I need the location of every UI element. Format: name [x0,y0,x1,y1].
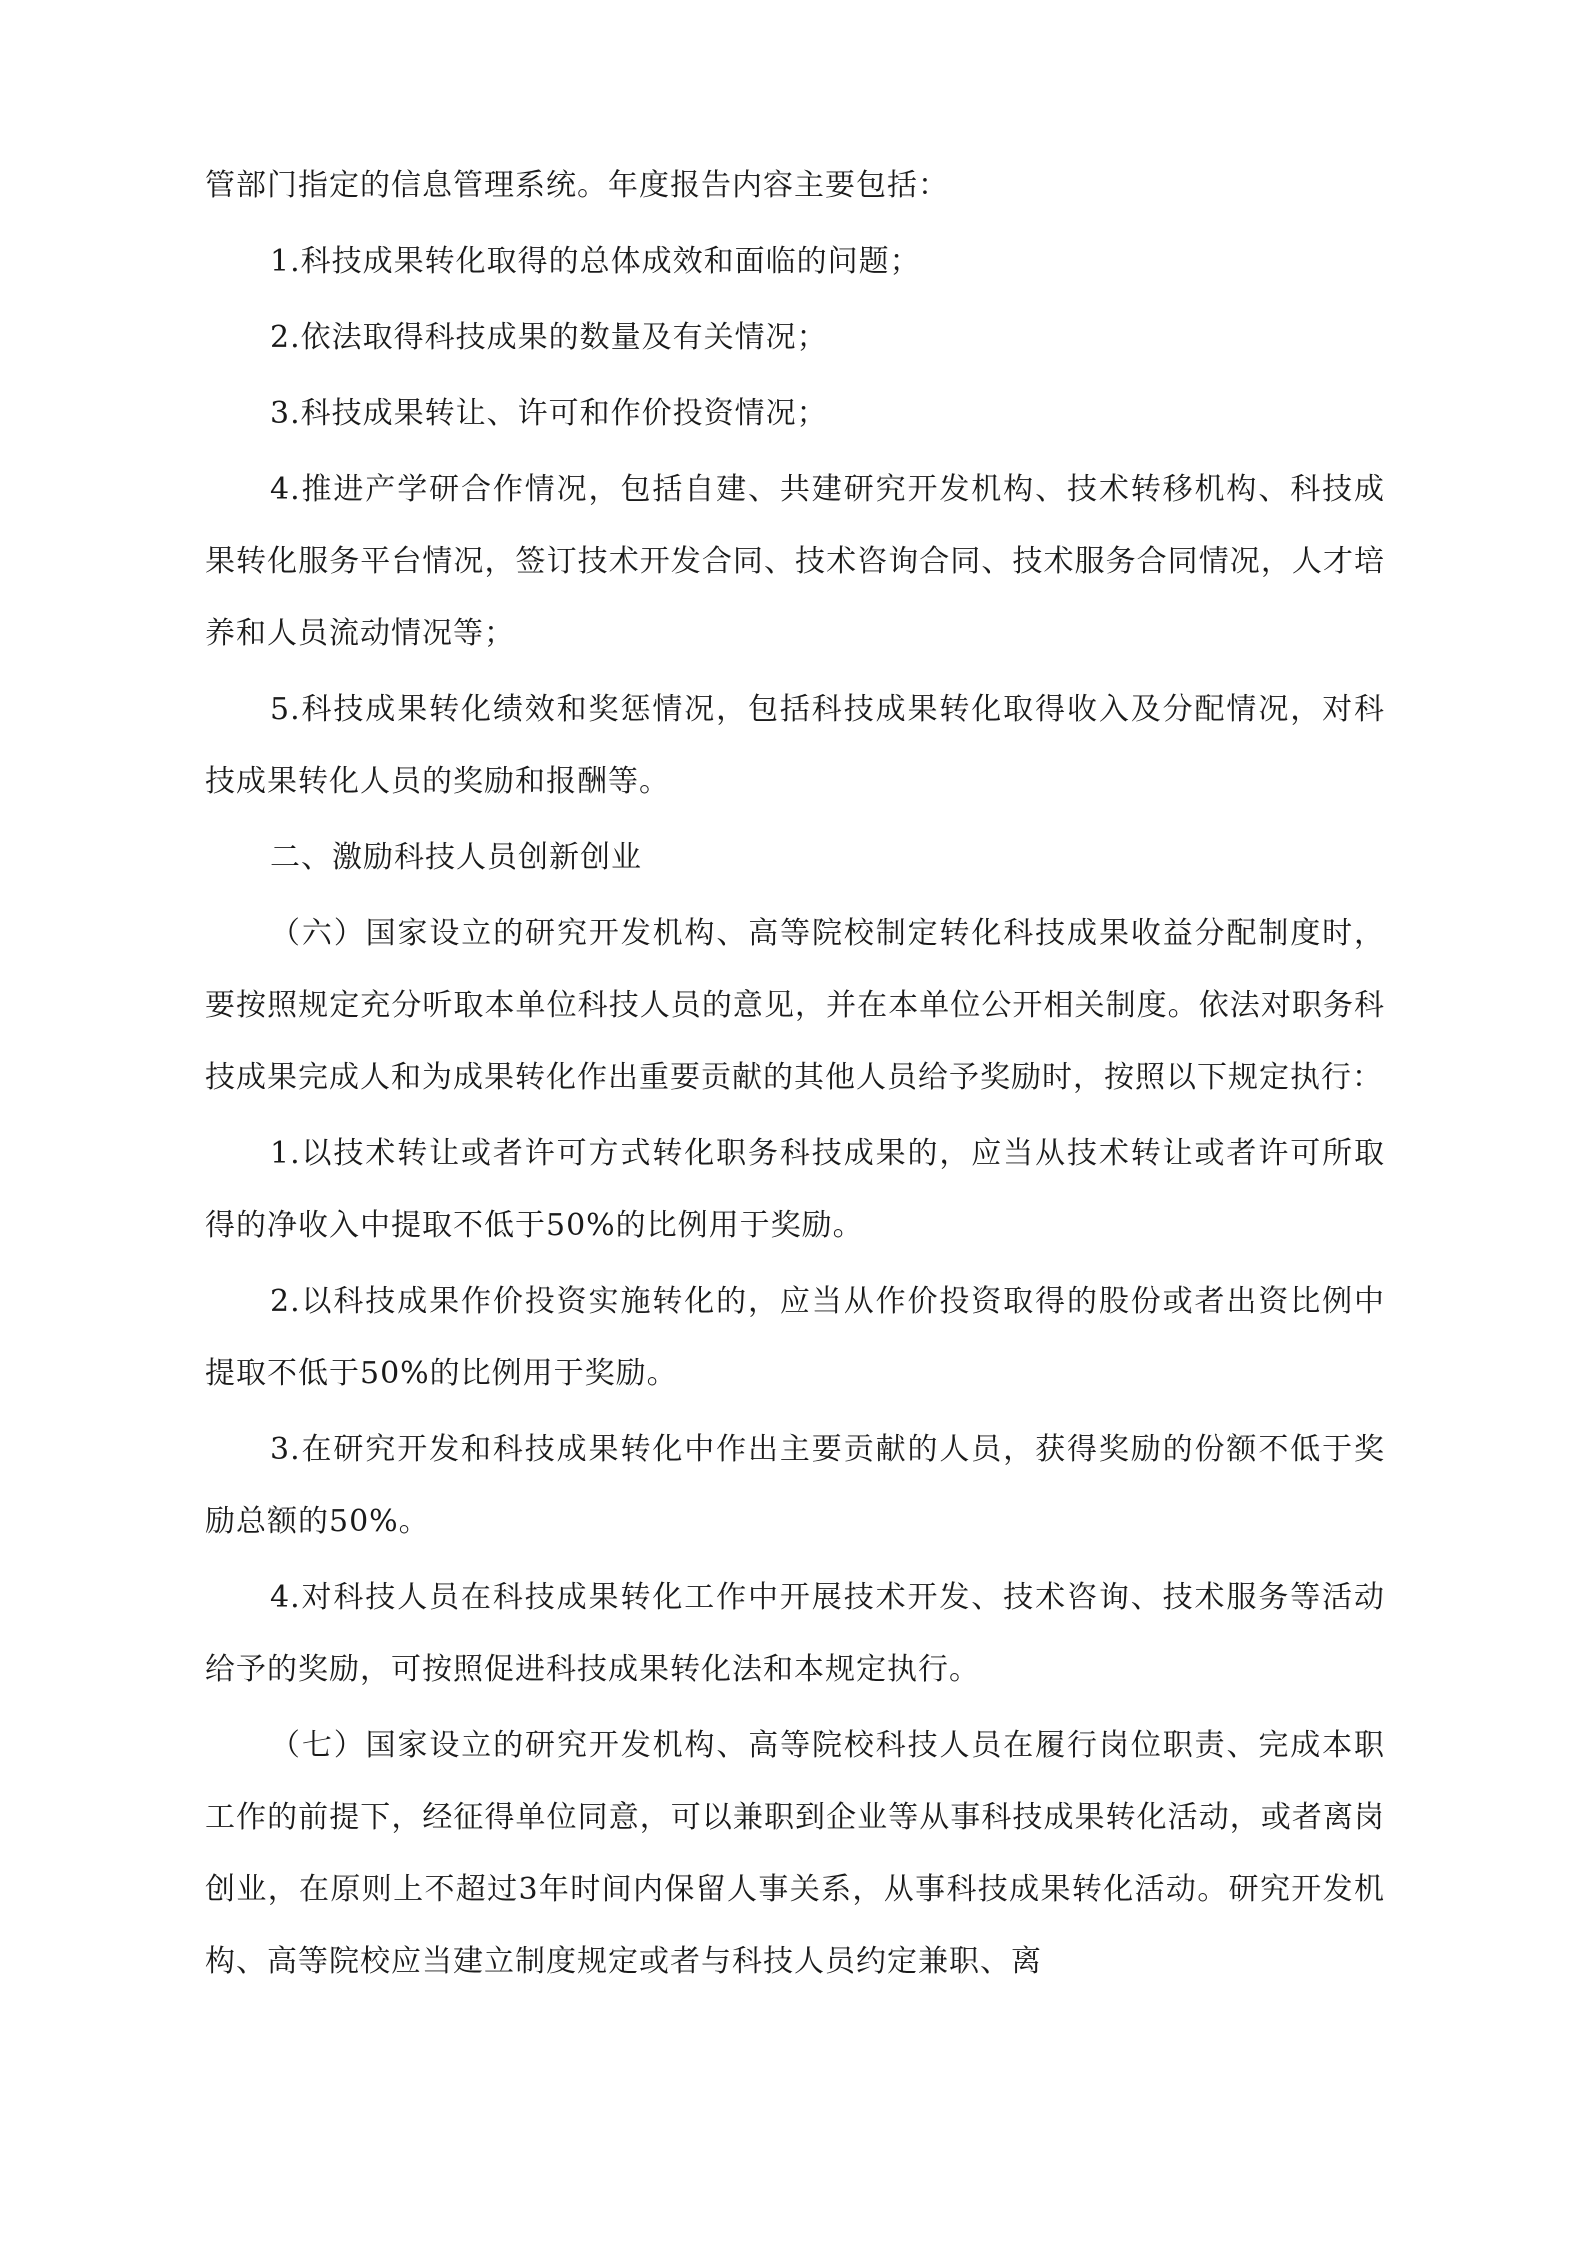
clause-seven: （七）国家设立的研究开发机构、高等院校科技人员在履行岗位职责、完成本职工作的前提下，经征得单位同意，可以兼职到企业等从事科技成果转化活动，或者离岗创业，在原则上不超过3年时间内保留人事关系，从事科技成果转化活动。研究开发机构、高等院校应当建立制度规定或者与科技人员约定兼职、离 [205,1728,1385,1979]
clause-six-item-1: 1.以技术转让或者许可方式转化职务科技成果的，应当从技术转让或者许可所取得的净收入中提取不低于50%的比例用于奖励。 [205,1136,1385,1243]
list-item-5: 5.科技成果转化绩效和奖惩情况，包括科技成果转化取得收入及分配情况，对科技成果转化人员的奖励和报酬等。 [205,692,1385,799]
clause-six-item-4: 4.对科技人员在科技成果转化工作中开展技术开发、技术咨询、技术服务等活动给予的奖励，可按照促进科技成果转化法和本规定执行。 [205,1580,1385,1687]
clause-six-item-2: 2.以科技成果作价投资实施转化的，应当从作价投资取得的股份或者出资比例中提取不低于50%的比例用于奖励。 [205,1284,1385,1391]
paragraph-intro: 管部门指定的信息管理系统。年度报告内容主要包括： [205,168,949,203]
list-item-3: 3.科技成果转让、许可和作价投资情况； [270,396,828,431]
document-body [205,150,1385,2002]
clause-six-item-3: 3.在研究开发和科技成果转化中作出主要贡献的人员，获得奖励的份额不低于奖励总额的50%。 [205,1432,1385,1539]
list-item-2: 2.依法取得科技成果的数量及有关情况； [270,320,828,355]
list-item-1: 1.科技成果转化取得的总体成效和面临的问题； [270,244,921,279]
section-heading: 二、激励科技人员创新创业 [270,840,642,875]
clause-six: （六）国家设立的研究开发机构、高等院校制定转化科技成果收益分配制度时，要按照规定充分听取本单位科技人员的意见，并在本单位公开相关制度。依法对职务科技成果完成人和为成果转化作出重要贡献的其他人员给予奖励时，按照以下规定执行： [205,916,1385,1095]
list-item-4: 4.推进产学研合作情况，包括自建、共建研究开发机构、技术转移机构、科技成果转化服务平台情况，签订技术开发合同、技术咨询合同、技术服务合同情况，人才培养和人员流动情况等； [205,472,1385,651]
